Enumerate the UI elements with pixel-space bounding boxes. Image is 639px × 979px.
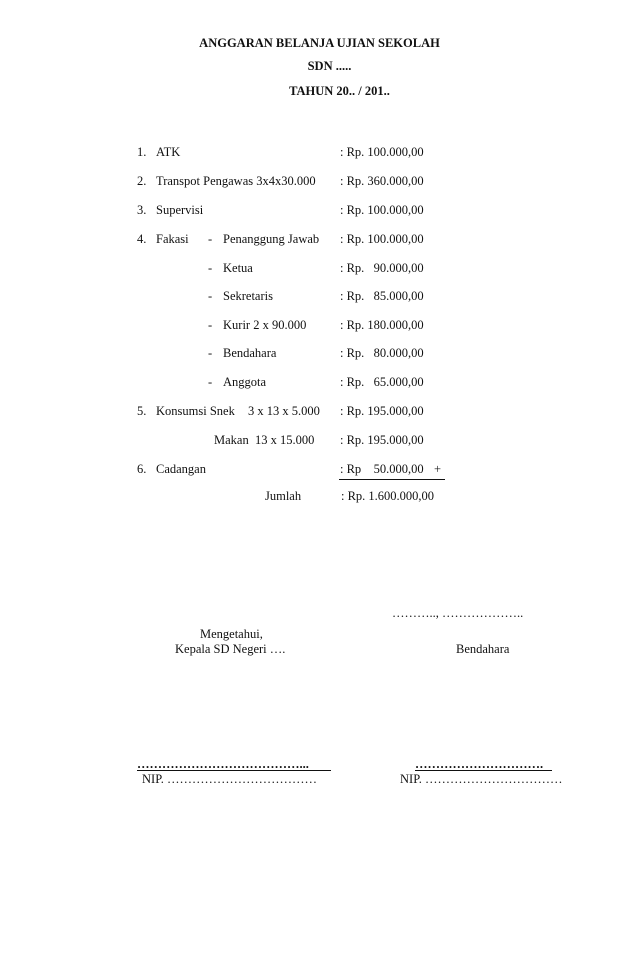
plus-sign: +: [434, 462, 442, 476]
item-amount: : Rp. 100.000,00: [340, 145, 424, 159]
sub-amount: : Rp. 100.000,00: [340, 232, 424, 246]
treasurer-name-dots: ………………………….: [415, 757, 544, 771]
sub-amount: : Rp. 90.000,00: [340, 261, 424, 275]
sub-label: Penanggung Jawab: [223, 232, 320, 246]
item-detail: 3 x 13 x 5.000: [248, 404, 320, 418]
document-title: ANGGARAN BELANJA UJIAN SEKOLAH: [199, 36, 440, 50]
sub-dash: -: [208, 318, 213, 332]
sub-amount: : Rp. 80.000,00: [340, 346, 424, 360]
item-amount: : Rp 50.000,00: [340, 462, 424, 476]
item-number: 3.: [137, 203, 147, 217]
total-label: Jumlah: [265, 489, 302, 503]
sub-label: Sekretaris: [223, 289, 273, 303]
sub-dash: -: [208, 375, 213, 389]
sub-label: Kurir 2 x 90.000: [223, 318, 307, 332]
principal-nip: NIP. ………………………………: [142, 772, 318, 786]
item-amount: : Rp. 195.000,00: [340, 404, 424, 418]
school-name: SDN .....: [307, 59, 352, 73]
item-amount: : Rp. 100.000,00: [340, 203, 424, 217]
sub-amount: : Rp. 65.000,00: [340, 375, 424, 389]
item-label: Transpot Pengawas 3x4x30.000: [156, 174, 316, 188]
item-number: 1.: [137, 145, 147, 159]
sub-dash: -: [208, 346, 213, 360]
sub-amount: : Rp. 85.000,00: [340, 289, 424, 303]
item-number: 5.: [137, 404, 147, 418]
item-amount-2: : Rp. 195.000,00: [340, 433, 424, 447]
sum-divider: [339, 479, 445, 480]
sub-label: Ketua: [223, 261, 253, 275]
item-label: Supervisi: [156, 203, 204, 217]
treasurer-title: Bendahara: [456, 642, 510, 656]
acknowledged-label: Mengetahui,: [200, 627, 263, 641]
sub-dash: -: [208, 289, 213, 303]
item-amount: : Rp. 360.000,00: [340, 174, 424, 188]
sub-label: Bendahara: [223, 346, 277, 360]
place-date: ……….., ………………..: [392, 606, 524, 620]
item-label: Konsumsi Snek: [156, 404, 235, 418]
item-label: Cadangan: [156, 462, 206, 476]
year-line: TAHUN 20.. / 201..: [289, 84, 390, 98]
total-amount: : Rp. 1.600.000,00: [341, 489, 435, 503]
principal-name-dots: …………………………………...: [137, 757, 309, 771]
sub-dash: -: [208, 232, 213, 246]
item-label: Fakasi: [156, 232, 189, 246]
item-detail-2: Makan 13 x 15.000: [214, 433, 315, 447]
item-number: 2.: [137, 174, 147, 188]
treasurer-nip: NIP. ……………………………: [400, 772, 563, 786]
item-label: ATK: [156, 145, 181, 159]
item-number: 4.: [137, 232, 147, 246]
sub-label: Anggota: [223, 375, 267, 389]
treasurer-signature-line: [415, 770, 552, 771]
sub-amount: : Rp. 180.000,00: [340, 318, 424, 332]
principal-signature-line: [137, 770, 331, 771]
sub-dash: -: [208, 261, 213, 275]
principal-title: Kepala SD Negeri ….: [175, 642, 286, 656]
item-number: 6.: [137, 462, 147, 476]
